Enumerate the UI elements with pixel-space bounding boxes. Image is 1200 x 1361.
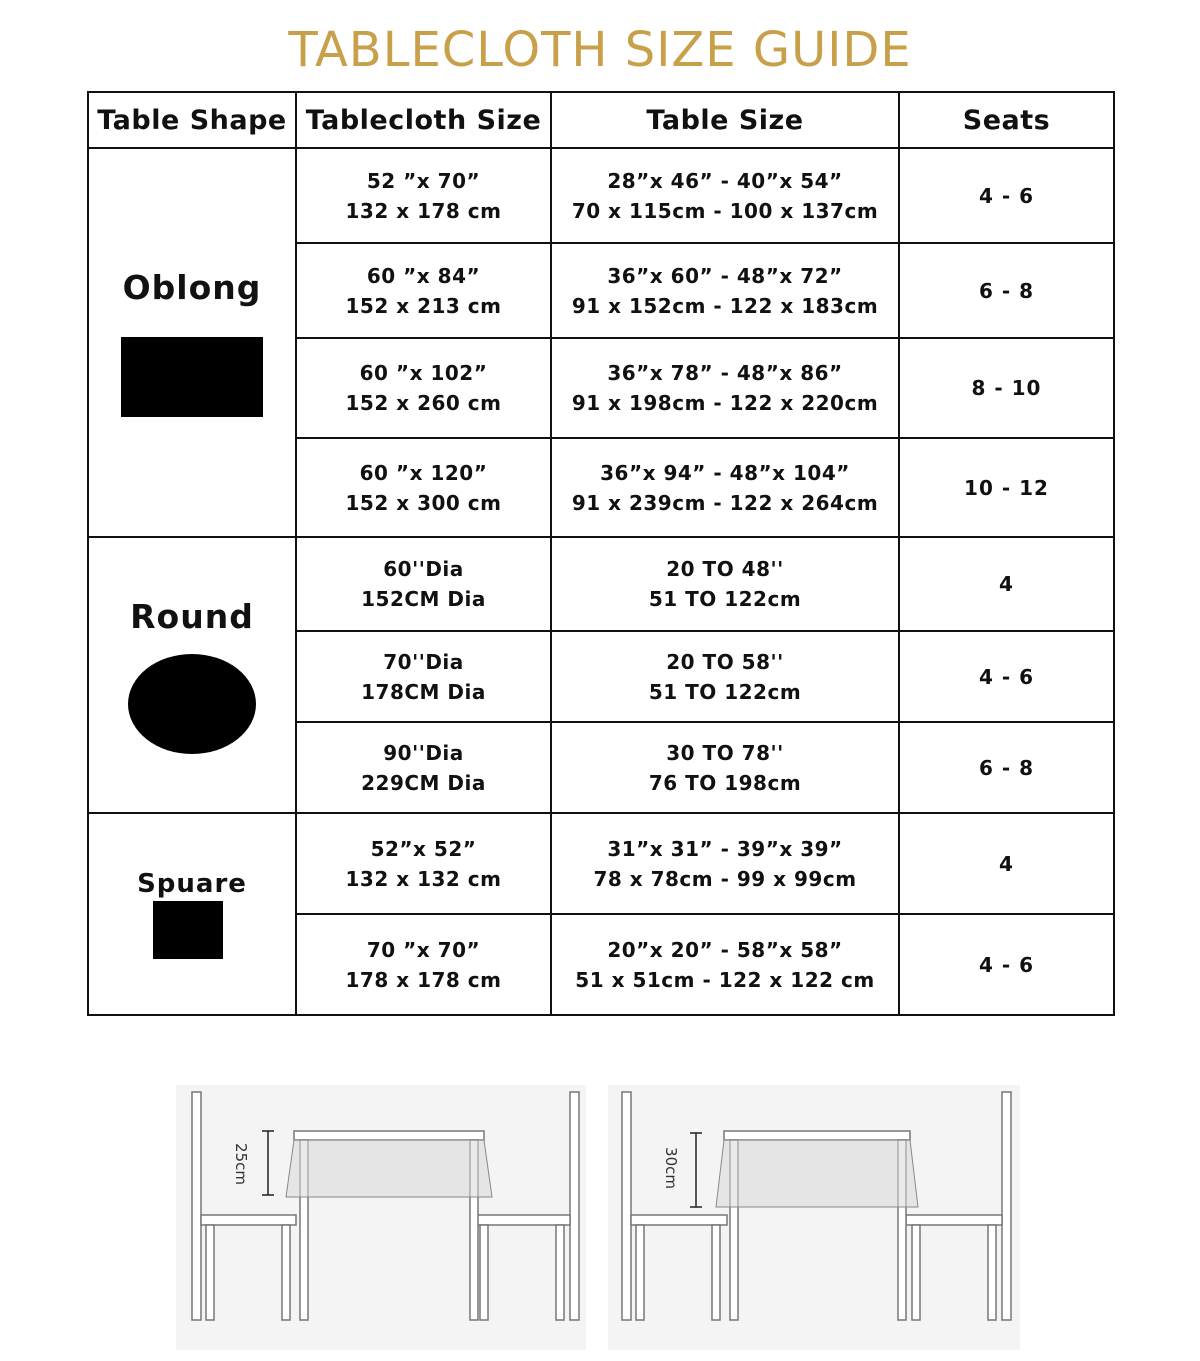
tablecloth-size-cell: 60 ”x 102” 152 x 260 cm: [296, 338, 551, 438]
tablecloth-size-cell: 60 ”x 120” 152 x 300 cm: [296, 438, 551, 537]
table-chairs-illustration: [176, 1085, 586, 1350]
table-chairs-illustration: [608, 1085, 1020, 1350]
rectangle-shape-icon: [121, 337, 263, 417]
seats-cell: 10 - 12: [899, 438, 1114, 537]
table-drop-diagram-30cm: [608, 1085, 1020, 1350]
tablecloth-size-cell: 90''Dia 229CM Dia: [296, 722, 551, 813]
tablecloth-size-cell: 70''Dia 178CM Dia: [296, 631, 551, 722]
seats-cell: 8 - 10: [899, 338, 1114, 438]
seats-cell: 4 - 6: [899, 914, 1114, 1015]
seats-cell: 4: [899, 537, 1114, 631]
seats-cell: 4 - 6: [899, 148, 1114, 243]
table-size-cell: 20”x 20” - 58”x 58” 51 x 51cm - 122 x 122 cm: [551, 914, 899, 1015]
table-size-cell: 36”x 94” - 48”x 104” 91 x 239cm - 122 x 264cm: [551, 438, 899, 537]
tablecloth-size-cell: 52 ”x 70” 132 x 178 cm: [296, 148, 551, 243]
table-size-cell: 36”x 60” - 48”x 72” 91 x 152cm - 122 x 183cm: [551, 243, 899, 338]
shape-cell-oblong: [88, 148, 296, 537]
shape-name-oblong: Oblong: [122, 268, 262, 307]
table-row: [88, 813, 1114, 914]
table-size-cell: 36”x 78” - 48”x 86” 91 x 198cm - 122 x 220cm: [551, 338, 899, 438]
tablecloth-size-cell: 60 ”x 84” 152 x 213 cm: [296, 243, 551, 338]
size-guide-table: [87, 91, 1115, 1016]
shape-name-square: Spuare: [137, 869, 247, 899]
table-size-cell: 30 TO 78'' 76 TO 198cm: [551, 722, 899, 813]
header-tablecloth-size: Tablecloth Size: [296, 92, 551, 148]
page-title: TABLECLOTH SIZE GUIDE: [288, 22, 912, 78]
table-row: [88, 537, 1114, 631]
seats-cell: 6 - 8: [899, 722, 1114, 813]
square-shape-icon: [153, 901, 223, 959]
header-seats: Seats: [899, 92, 1114, 148]
table-row: [88, 148, 1114, 243]
table-size-cell: 28”x 46” - 40”x 54” 70 x 115cm - 100 x 137cm: [551, 148, 899, 243]
table-size-cell: 20 TO 48'' 51 TO 122cm: [551, 537, 899, 631]
tablecloth-size-cell: 52”x 52” 132 x 132 cm: [296, 813, 551, 914]
header-row: [88, 92, 1114, 148]
seats-cell: 6 - 8: [899, 243, 1114, 338]
drop-length-label: 25cm: [231, 1143, 250, 1185]
header-table-shape: Table Shape: [88, 92, 296, 148]
oval-shape-icon: [128, 654, 256, 754]
tablecloth-size-cell: 70 ”x 70” 178 x 178 cm: [296, 914, 551, 1015]
seats-cell: 4 - 6: [899, 631, 1114, 722]
shape-name-round: Round: [130, 596, 254, 636]
tablecloth-size-cell: 60''Dia 152CM Dia: [296, 537, 551, 631]
drop-length-label: 30cm: [661, 1147, 680, 1189]
table-size-cell: 31”x 31” - 39”x 39” 78 x 78cm - 99 x 99cm: [551, 813, 899, 914]
shape-cell-round: [88, 537, 296, 813]
shape-cell-square: [88, 813, 296, 1015]
table-size-cell: 20 TO 58'' 51 TO 122cm: [551, 631, 899, 722]
header-table-size: Table Size: [551, 92, 899, 148]
seats-cell: 4: [899, 813, 1114, 914]
table-drop-diagram-25cm: [176, 1085, 586, 1350]
